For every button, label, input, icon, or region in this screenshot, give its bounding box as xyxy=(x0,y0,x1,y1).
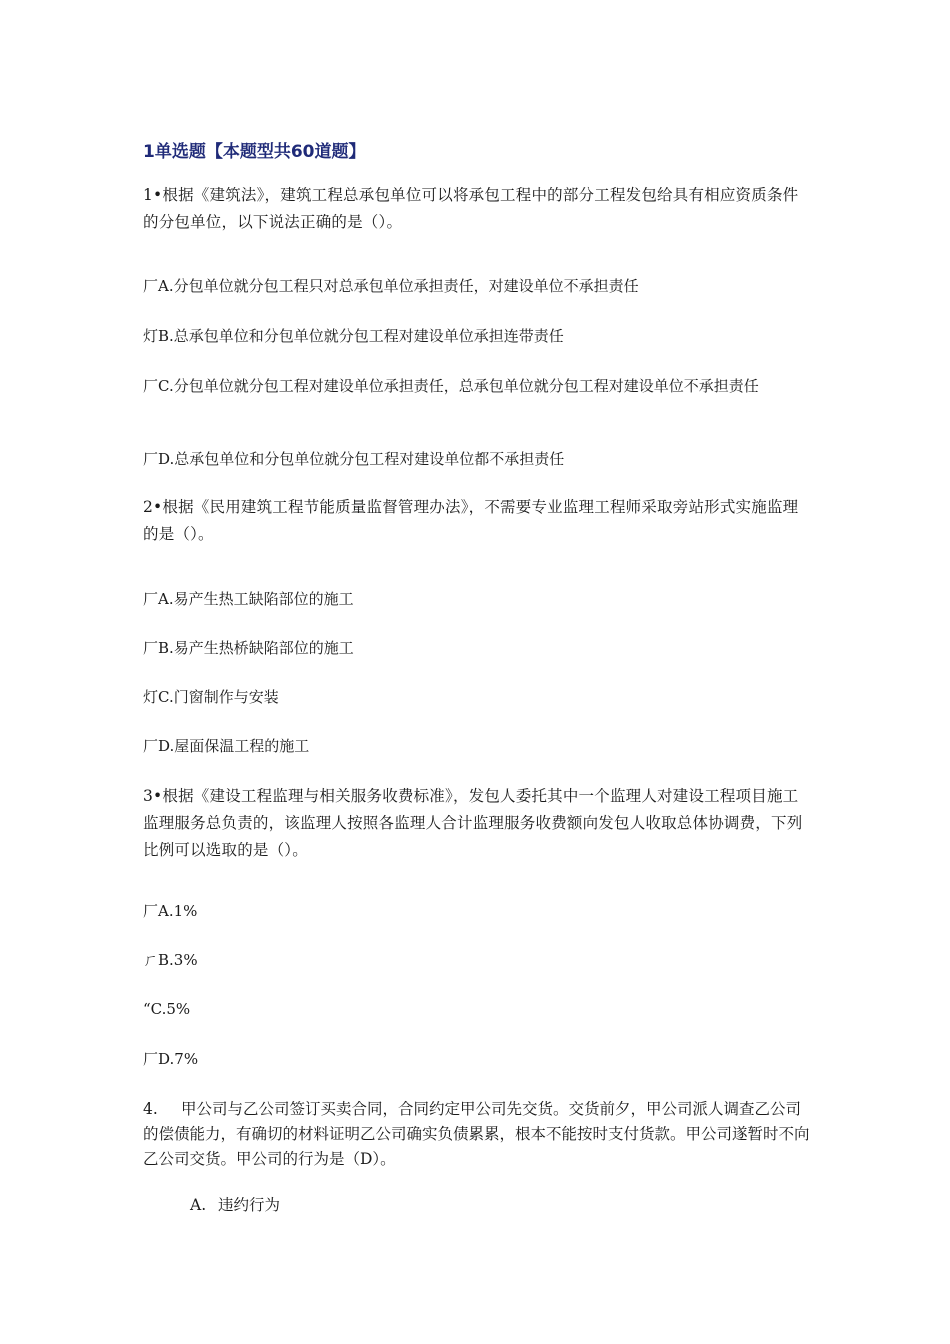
question-2-stem: 2•根据《民用建筑工程节能质量监督管理办法》，不需要专业监理工程师采取旁站形式实施监理的是（）。 xyxy=(143,498,799,543)
option-label: A. xyxy=(190,1196,207,1214)
question-3-option-d[interactable] xyxy=(143,1043,813,1075)
question-3-option-c[interactable] xyxy=(143,993,813,1025)
option-text: 违约行为 xyxy=(218,1196,281,1214)
section-heading: 1单选题【本题型共60道题】 xyxy=(143,142,366,162)
option-marker: ㄏ xyxy=(143,951,159,969)
question-1-stem: 1•根据《建筑法》，建筑工程总承包单位可以将承包工程中的部分工程发包给具有相应资质条件的分包单位，以下说法正确的是（）。 xyxy=(143,186,799,231)
option-marker: 厂 xyxy=(143,639,159,657)
option-text: B.3% xyxy=(158,951,198,969)
question-4-option-a[interactable] xyxy=(190,1191,280,1219)
option-text: D.屋面保温工程的施工 xyxy=(158,737,310,755)
question-2-option-b[interactable] xyxy=(143,632,813,664)
option-marker: 灯 xyxy=(143,688,159,706)
option-text: C.门窗制作与安装 xyxy=(158,688,279,706)
option-marker: 厂 xyxy=(143,737,159,755)
option-marker: 灯 xyxy=(143,327,159,345)
question-3-option-a[interactable] xyxy=(143,895,813,927)
option-text: A.易产生热工缺陷部位的施工 xyxy=(158,590,354,608)
question-2-option-c[interactable] xyxy=(143,681,813,713)
option-text: A.1% xyxy=(158,902,198,920)
question-text: 甲公司与乙公司签订买卖合同，合同约定甲公司先交货。交货前夕，甲公司派人调查乙公司的偿债能力，有确切的材料证明乙公司确实负债累累，根本不能按时支付货款。甲公司遂暂时不向乙公司交货。甲公司的行为是（D）。 xyxy=(143,1100,810,1168)
question-1-option-b[interactable] xyxy=(143,320,813,352)
question-2-option-a[interactable] xyxy=(143,583,813,615)
option-text: C.分包单位就分包工程对建设单位承担责任，总承包单位就分包工程对建设单位不承担责任 xyxy=(158,377,759,395)
question-3-stem: 3•根据《建设工程监理与相关服务收费标准》，发包人委托其中一个监理人对建设工程项目施工监理服务总负责的，该监理人按照各监理人合计监理服务收费额向发包人收取总体协调费，下列比例可以选取的是（）。 xyxy=(143,787,803,859)
question-1-option-a[interactable] xyxy=(143,270,813,302)
question-number: 4. xyxy=(143,1100,158,1118)
option-marker: 厂 xyxy=(143,590,159,608)
option-text: D.7% xyxy=(158,1050,199,1068)
question-2-option-d[interactable] xyxy=(143,730,813,762)
option-text: A.分包单位就分包工程只对总承包单位承担责任，对建设单位不承担责任 xyxy=(158,277,639,295)
question-3-option-b[interactable] xyxy=(143,944,813,976)
question-1-option-d[interactable] xyxy=(143,443,813,475)
option-marker: 厂 xyxy=(143,377,159,395)
option-marker: 厂 xyxy=(143,277,159,295)
option-marker: “ xyxy=(143,1000,151,1018)
option-text: B.总承包单位和分包单位就分包工程对建设单位承担连带责任 xyxy=(158,327,564,345)
option-text: D.总承包单位和分包单位就分包工程对建设单位都不承担责任 xyxy=(158,450,565,468)
option-marker: 厂 xyxy=(143,902,159,920)
question-4-stem xyxy=(143,1097,813,1172)
question-1-option-c[interactable] xyxy=(143,369,783,404)
option-marker: 厂 xyxy=(143,450,159,468)
option-text: C.5% xyxy=(150,1000,191,1018)
option-marker: 厂 xyxy=(143,1050,159,1068)
option-text: B.易产生热桥缺陷部位的施工 xyxy=(158,639,354,657)
